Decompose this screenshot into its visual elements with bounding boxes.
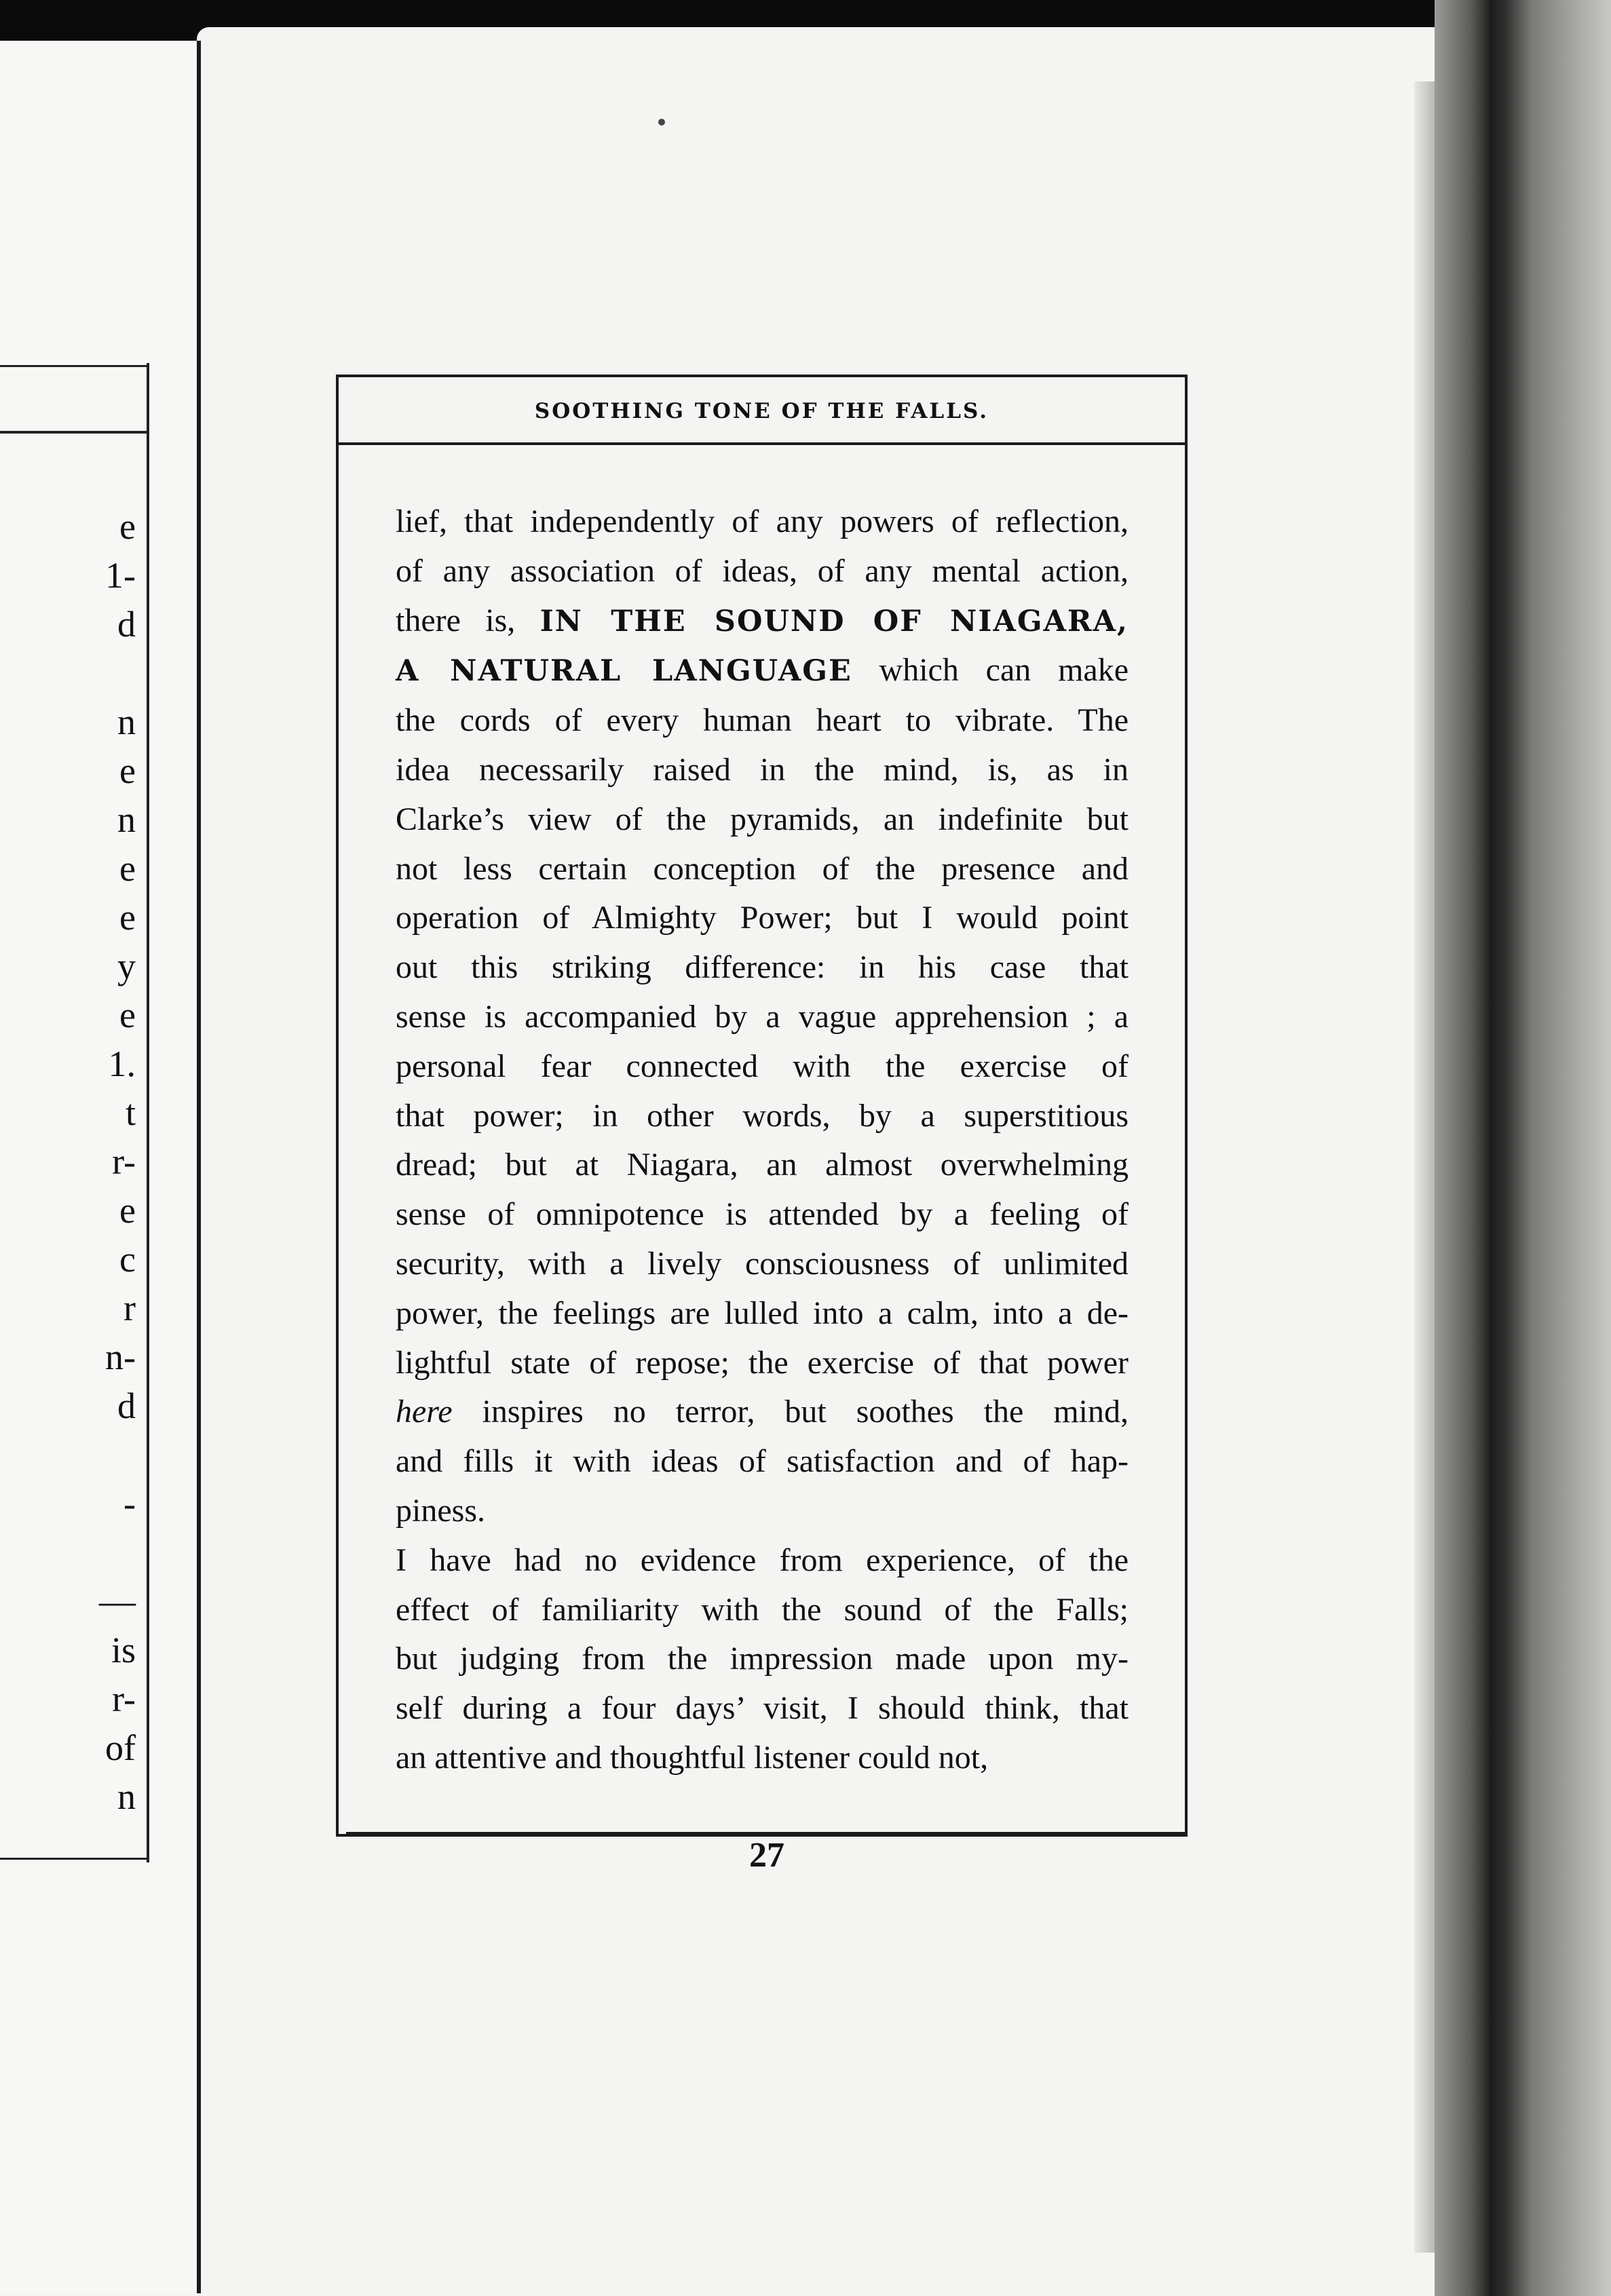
facing-page-fragment: d [117, 604, 136, 645]
body-line: power, the feelings are lulled into a calm, into a de- [396, 1295, 1129, 1331]
body-line-text: inspires no terror, but soothes the mind, [452, 1394, 1129, 1430]
body-line: idea necessarily raised in the mind, is, as in [396, 751, 1129, 788]
facing-page-fragment: e [119, 506, 136, 547]
emphasis-caps: A NATURAL LANGUAGE [396, 654, 852, 689]
body-line: of any association of ideas, of any mental action, [396, 552, 1129, 589]
body-line: dread; but at Niagara, an almost overwhelming [396, 1147, 1129, 1183]
specks [658, 119, 665, 126]
body-line: that power; in other words, by a superstitious [396, 1097, 1129, 1134]
facing-page-fragment: t [125, 1092, 136, 1133]
body-line: security, with a lively consciousness of unlimited [396, 1245, 1129, 1282]
body-line: sense is accompanied by a vague apprehension ; a [396, 998, 1129, 1035]
body-line: and fills it with ideas of satisfaction and of hap- [396, 1443, 1129, 1480]
facing-page-fragment [75, 1430, 136, 1479]
emphasis-italic: here [396, 1394, 453, 1430]
body-line: sense of omnipotence is attended by a feeling of [396, 1196, 1129, 1233]
body-line: personal fear connected with the exercise of [396, 1048, 1129, 1084]
facing-page-fragment: — [99, 1581, 136, 1622]
facing-page-fragment: n- [105, 1337, 136, 1377]
facing-page-fragment: e [119, 750, 136, 791]
body-line: not less certain conception of the presence and [396, 850, 1129, 887]
body-line-text: there is, [396, 602, 540, 638]
body-line: the cords of every human heart to vibrate. The [396, 702, 1129, 739]
facing-page-fragment: c [119, 1239, 136, 1280]
facing-page-fragment: e [119, 1190, 136, 1231]
running-head: SOOTHING TONE OF THE FALLS. [534, 399, 989, 423]
facing-page-fragment [75, 649, 136, 697]
facing-page-fragment: r- [112, 1141, 136, 1182]
facing-page-fragment: r- [112, 1679, 136, 1719]
book-spine-edge [1435, 0, 1611, 2296]
body-line: an attentive and thoughtful listener could not, [396, 1739, 989, 1776]
facing-page-fragment: n [117, 702, 136, 742]
facing-page-text-fragments [75, 502, 136, 1821]
head-rule [336, 442, 1188, 445]
facing-page-fragment: y [117, 946, 136, 987]
facing-page-fragment: r [124, 1288, 136, 1328]
body-line [396, 1388, 1129, 1437]
facing-page-fragment: n [117, 1776, 136, 1817]
body-line [396, 596, 1129, 647]
body-line: but judging from the impression made upon my- [396, 1641, 1129, 1677]
facing-page-fragment: of [105, 1727, 136, 1768]
facing-page-rule [0, 431, 147, 434]
facing-page-fragment: 1. [108, 1044, 136, 1084]
body-line: piness. [396, 1492, 485, 1529]
foot-rule [346, 1832, 1188, 1834]
facing-page-fragment: 1- [105, 555, 136, 596]
body-text [396, 497, 1129, 1783]
facing-page-fragment: e [119, 897, 136, 938]
page-gutter-shadow [1414, 81, 1435, 2253]
facing-page-rule [0, 1858, 147, 1860]
facing-page-frame [147, 363, 149, 1862]
page-number: 27 [749, 1836, 784, 1875]
facing-page-fragment: - [124, 1483, 136, 1524]
facing-page-rule [0, 365, 147, 367]
body-line: operation of Almighty Power; but I would point [396, 900, 1129, 936]
body-line: Clarke’s view of the pyramids, an indefinite but [396, 801, 1129, 837]
facing-page-fragment [75, 1528, 136, 1577]
body-line: lief, that independently of any powers of reflection, [396, 503, 1129, 539]
body-line: out this striking difference: in his case that [396, 949, 1129, 986]
emphasis-caps: IN THE SOUND OF NIAGARA, [539, 604, 1129, 638]
facing-page-fragment: is [111, 1630, 136, 1670]
body-line: self during a four days’ visit, I should think, that [396, 1690, 1129, 1727]
body-line: effect of familiarity with the sound of the Falls; [396, 1591, 1129, 1628]
body-line: lightful state of repose; the exercise of that power [396, 1344, 1129, 1381]
facing-page-fragment: e [119, 995, 136, 1035]
facing-page-fragment: d [117, 1385, 136, 1426]
facing-page-fragment: e [119, 848, 136, 889]
body-line [396, 646, 1129, 696]
scan-top-edge [0, 0, 1611, 64]
facing-page-fragment: n [117, 799, 136, 840]
body-line-text: which can make [852, 652, 1129, 689]
body-line: I have had no evidence from experience, of the [396, 1542, 1129, 1578]
facing-page-left [0, 41, 201, 2293]
